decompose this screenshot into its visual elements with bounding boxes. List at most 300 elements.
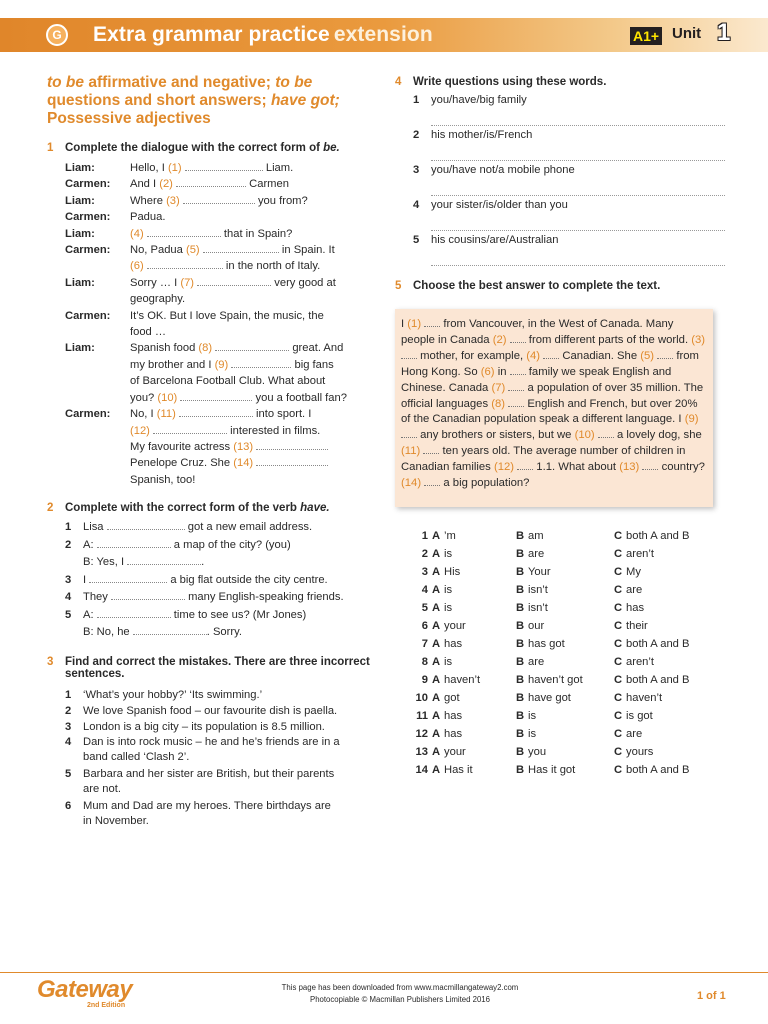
answer-gap[interactable]: [508, 398, 524, 407]
gap-number: (9): [684, 413, 699, 426]
instruction-text: Complete the dialogue with the correct form of: [65, 142, 324, 154]
gap-number: (9): [214, 358, 229, 371]
option-letter: B: [516, 638, 525, 650]
text-fragment: mother, for example,: [417, 349, 527, 362]
exercise-number: 2: [47, 502, 54, 515]
option-letter: C: [614, 710, 623, 722]
answer-number: 10: [415, 692, 428, 704]
speaker: Carmen:: [65, 211, 111, 224]
answer-row: [412, 599, 712, 617]
exercise-2-list: [65, 519, 372, 642]
item-number: 3: [65, 573, 72, 586]
list-item: [65, 719, 372, 735]
option-a[interactable]: your: [444, 746, 466, 758]
answer-gap[interactable]: [107, 520, 185, 530]
item-number: 1: [413, 94, 420, 106]
text-fragment: from Vancouver, in the West of Canada. Many people in Canada: [401, 318, 674, 346]
section-title-part: to be: [47, 74, 85, 91]
exercise-instruction: Write questions using these words.: [413, 76, 607, 88]
line-text: Carmen: [246, 178, 289, 191]
option-letter: A: [432, 638, 441, 650]
option-letter: C: [614, 728, 623, 740]
gap-number: (3): [691, 333, 706, 346]
option-b[interactable]: Has it got: [528, 764, 576, 776]
text-fragment: any brothers or sisters, but we: [417, 429, 575, 442]
answer-number: 13: [415, 746, 428, 758]
option-letter: A: [432, 620, 441, 632]
text-fragment: a lovely dog, she: [613, 429, 702, 442]
gap-number: (3): [166, 194, 180, 207]
instruction-text: have.: [300, 502, 330, 515]
question-item: [413, 129, 725, 164]
answer-gap[interactable]: [508, 382, 524, 391]
line-text: of Barcelona Football Club. What about: [130, 375, 326, 388]
footer-divider: [0, 972, 768, 973]
answer-gap[interactable]: [147, 259, 223, 269]
section-title-part: have got;: [270, 92, 340, 109]
option-c[interactable]: has: [626, 602, 645, 614]
footer-copyright: Photocopiable © Macmillan Publishers Limited 2016: [310, 995, 490, 1004]
gap-number: (10): [574, 429, 595, 442]
item-text: you/have/big family: [431, 94, 527, 106]
answer-gap[interactable]: [180, 391, 252, 401]
footer-download-note: This page has been downloaded from www.macmillangateway2.com: [281, 983, 519, 992]
option-b[interactable]: Your: [528, 566, 551, 578]
item-text: are not.: [83, 782, 121, 795]
option-a[interactable]: has: [444, 728, 463, 740]
exercise-2-heading: [47, 502, 372, 514]
gap-number: (6): [480, 365, 495, 378]
item-number: 1: [65, 521, 72, 534]
answer-number: 4: [421, 584, 428, 596]
speaker: Liam:: [65, 194, 95, 207]
answer-row: [412, 653, 712, 671]
speaker: Liam:: [65, 342, 95, 355]
option-a[interactable]: His: [444, 566, 461, 578]
answer-number: 14: [415, 764, 428, 776]
grammar-badge-icon: G: [46, 24, 68, 46]
option-letter: C: [614, 638, 623, 650]
option-a[interactable]: is: [444, 602, 453, 614]
option-c[interactable]: both A and B: [626, 530, 690, 542]
option-letter: A: [432, 584, 441, 596]
option-letter: C: [614, 602, 623, 614]
exercise-number: 5: [395, 280, 402, 292]
list-item: [65, 735, 372, 765]
answer-options-table: [412, 527, 712, 779]
gap-number: (1): [407, 318, 422, 330]
answer-line[interactable]: [431, 125, 725, 126]
option-b[interactable]: haven’t got: [528, 674, 583, 686]
line-text: into sport. I: [252, 408, 312, 421]
option-letter: A: [432, 566, 441, 578]
item-text: his mother/is/French: [431, 129, 533, 141]
item-number: 4: [65, 735, 72, 748]
item-text: a big flat outside the city centre.: [167, 573, 328, 586]
answer-row: [412, 617, 712, 635]
speaker: Carmen:: [65, 244, 111, 257]
answer-gap[interactable]: [97, 608, 171, 618]
dialogue-line: [65, 308, 372, 341]
option-letter: C: [614, 566, 623, 578]
footer-text: [240, 982, 560, 1006]
option-letter: B: [516, 584, 525, 596]
answer-gap[interactable]: [424, 318, 440, 327]
option-a[interactable]: has: [444, 638, 463, 650]
option-letter: B: [516, 548, 525, 560]
dialogue-line: [65, 226, 372, 242]
option-letter: C: [614, 692, 623, 704]
dialogue-line: [65, 275, 372, 308]
option-c[interactable]: haven’t: [626, 692, 663, 704]
line-text: that in Spain?: [220, 227, 293, 240]
option-letter: B: [516, 692, 525, 704]
answer-gap[interactable]: [424, 477, 440, 486]
list-item: [65, 607, 372, 642]
item-text: Mum and Dad are my heroes. There birthdays are: [83, 799, 331, 812]
dialogue-line: [65, 406, 372, 488]
answer-gap[interactable]: [111, 590, 185, 600]
line-text: you a football fan?: [252, 391, 347, 404]
option-c[interactable]: are: [626, 728, 643, 740]
item-text: band called ‘Clash 2’.: [83, 750, 190, 763]
option-a[interactable]: ’m: [444, 530, 456, 542]
answer-gap[interactable]: [89, 573, 167, 583]
option-letter: A: [432, 746, 441, 758]
answer-gap[interactable]: [517, 461, 533, 470]
option-a[interactable]: Has it: [444, 764, 473, 776]
speaker: Liam:: [65, 276, 95, 289]
list-item: [65, 589, 372, 607]
option-b[interactable]: are: [528, 656, 545, 668]
text-fragment: I: [401, 318, 408, 330]
gap-number: (11): [156, 408, 176, 421]
answer-gap[interactable]: [185, 161, 263, 171]
answer-row: [412, 545, 712, 563]
answer-number: 5: [421, 602, 428, 614]
answer-row: [412, 761, 712, 779]
speaker: Carmen:: [65, 178, 111, 191]
line-text: It’s OK. But I love Spain, the music, the: [130, 309, 324, 322]
item-text: you/have not/a mobile phone: [431, 164, 575, 176]
item-number: 5: [413, 234, 420, 246]
unit-label: Unit: [672, 25, 702, 42]
option-letter: A: [432, 674, 441, 686]
dialogue-line: [65, 209, 372, 225]
answer-row: [412, 707, 712, 725]
left-column: [47, 74, 372, 829]
text-fragment: 1.1. What about: [533, 461, 620, 474]
page-title: [93, 23, 433, 47]
exercise-5-heading: [395, 280, 725, 292]
option-letter: C: [614, 746, 623, 758]
answer-gap[interactable]: [231, 358, 291, 368]
item-text: Lisa: [83, 521, 107, 534]
item-number: 4: [413, 199, 420, 211]
line-text: Liam.: [262, 162, 294, 174]
section-title-part: to be: [275, 74, 313, 91]
option-b[interactable]: has got: [528, 638, 565, 650]
list-item: [65, 799, 372, 829]
answer-row: [412, 635, 712, 653]
dialogue-line: [65, 176, 372, 192]
gap-number: (14): [401, 477, 422, 490]
option-a[interactable]: is: [444, 584, 453, 596]
answer-number: 12: [415, 728, 428, 740]
item-number: 4: [65, 591, 72, 604]
answer-number: 2: [421, 548, 428, 560]
option-c[interactable]: aren’t: [626, 548, 654, 560]
answer-number: 9: [421, 674, 428, 686]
option-letter: B: [516, 602, 525, 614]
section-title-part: Possessive adjectives: [47, 110, 211, 127]
option-c[interactable]: My: [626, 566, 641, 578]
option-letter: B: [516, 656, 525, 668]
answer-line[interactable]: [431, 195, 725, 196]
answer-gap[interactable]: [153, 424, 227, 434]
level-badge: A1+: [630, 27, 662, 45]
section-title-part: affirmative and negative;: [84, 74, 276, 91]
answer-gap[interactable]: [127, 555, 201, 565]
answer-gap[interactable]: [657, 350, 673, 359]
answer-gap[interactable]: [97, 538, 171, 548]
option-a[interactable]: your: [444, 620, 466, 632]
option-b[interactable]: our: [528, 620, 545, 632]
gap-number: (1): [167, 162, 182, 174]
answer-gap[interactable]: [256, 456, 328, 466]
option-b[interactable]: you: [528, 746, 547, 758]
line-text: Hello, I: [130, 162, 168, 174]
list-item: [65, 687, 372, 703]
edition-label: 2nd Edition: [87, 1002, 126, 1009]
answer-gap[interactable]: [510, 334, 526, 343]
item-text: time to see us? (Mr Jones): [170, 608, 307, 621]
option-c[interactable]: yours: [626, 746, 654, 758]
text-fragment: ten years old. The average number of children in Canadian families: [401, 445, 686, 474]
answer-gap[interactable]: [401, 429, 417, 438]
item-number: 5: [65, 767, 72, 780]
line-text: you?: [130, 391, 158, 404]
option-c[interactable]: both A and B: [626, 764, 690, 776]
exercise-4-list: [413, 94, 725, 269]
answer-row: [412, 689, 712, 707]
item-text: London is a big city – its population is 8.5 million.: [83, 720, 325, 733]
answer-line[interactable]: [431, 230, 725, 231]
list-item: [65, 767, 372, 797]
item-text: his cousins/are/Australian: [431, 234, 559, 246]
option-c[interactable]: are: [626, 584, 643, 596]
option-letter: C: [614, 530, 623, 542]
answer-gap[interactable]: [197, 276, 271, 286]
answer-gap[interactable]: [179, 407, 253, 417]
option-letter: A: [432, 548, 441, 560]
dialogue-line: [65, 340, 372, 406]
item-number: 2: [413, 129, 420, 141]
option-letter: A: [432, 710, 441, 722]
dialogue: [65, 160, 372, 488]
option-letter: C: [614, 620, 623, 632]
text-fragment: Canadian. She: [559, 349, 641, 362]
list-item: [65, 519, 372, 537]
item-text: B: No, he: [83, 626, 133, 639]
question-item: [413, 164, 725, 199]
answer-gap[interactable]: [176, 177, 246, 187]
answer-number: 11: [416, 710, 428, 722]
gap-number: (13): [233, 440, 254, 453]
answer-number: 1: [421, 530, 428, 542]
item-text: in November.: [83, 814, 149, 827]
exercise-instruction: Choose the best answer to complete the text.: [413, 280, 661, 292]
option-b[interactable]: am: [528, 530, 544, 542]
exercise-number: 3: [47, 655, 54, 668]
gap-number: (5): [640, 349, 655, 362]
answer-line[interactable]: [431, 160, 725, 161]
gap-number: (8): [491, 397, 506, 410]
item-number: 1: [65, 688, 72, 701]
exercise-1-heading: [47, 142, 372, 154]
answer-gap[interactable]: [133, 625, 207, 635]
item-text: . Sorry.: [206, 626, 242, 639]
answer-line[interactable]: [431, 265, 725, 266]
answer-gap[interactable]: [423, 445, 439, 454]
answer-gap[interactable]: [401, 350, 417, 359]
answer-gap[interactable]: [510, 366, 526, 375]
answer-gap[interactable]: [183, 194, 255, 204]
title-extension: extension: [333, 23, 433, 46]
answer-row: [412, 563, 712, 581]
section-title: [47, 74, 372, 128]
line-text: No, Padua: [130, 244, 186, 257]
option-letter: C: [614, 674, 623, 686]
option-letter: B: [516, 620, 525, 632]
exercise-3-list: [65, 687, 372, 829]
line-text: geography.: [130, 293, 186, 306]
option-letter: A: [432, 530, 441, 542]
option-letter: B: [516, 728, 525, 740]
answer-gap[interactable]: [147, 227, 221, 237]
answer-gap[interactable]: [543, 350, 559, 359]
text-fragment: in: [494, 365, 510, 378]
option-c[interactable]: is got: [626, 710, 653, 722]
item-text: A:: [83, 608, 97, 621]
instruction-text: Complete with the correct form of the verb: [65, 502, 301, 515]
unit-number: 1: [717, 19, 731, 46]
text-fragment: family we speak English and Chinese. Canada: [401, 365, 672, 394]
line-text: very good at: [271, 276, 336, 289]
page-number: 1 of 1: [697, 990, 726, 1002]
speaker: Liam:: [65, 227, 95, 240]
answer-number: 6: [421, 620, 428, 632]
speaker: Carmen:: [65, 309, 111, 322]
line-text: interested in films.: [227, 424, 321, 437]
option-letter: B: [516, 710, 525, 722]
option-letter: B: [516, 566, 525, 578]
right-column: [395, 74, 725, 292]
answer-row: [412, 581, 712, 599]
gap-number: (13): [619, 461, 640, 474]
item-text: They: [83, 591, 111, 604]
answer-gap[interactable]: [203, 243, 279, 253]
item-text: Barbara and her sister are British, but their parents: [83, 767, 335, 780]
answer-gap[interactable]: [215, 341, 289, 351]
reading-text-box: [395, 309, 713, 507]
option-c[interactable]: aren’t: [626, 656, 654, 668]
option-b[interactable]: isn’t: [528, 584, 548, 596]
option-c[interactable]: their: [626, 620, 648, 632]
line-text: Padua.: [130, 211, 166, 224]
exercise-number: 1: [47, 142, 54, 154]
item-text: We love Spanish food – our favourite dish is paella.: [83, 704, 338, 717]
gap-number: (11): [401, 445, 421, 458]
gap-number: (5): [185, 244, 200, 257]
line-text: Penelope Cruz. She: [130, 457, 234, 470]
answer-row: [412, 743, 712, 761]
text-fragment: country?: [658, 461, 705, 474]
option-a[interactable]: got: [444, 692, 460, 704]
option-letter: B: [516, 674, 525, 686]
gap-number: (2): [159, 178, 173, 191]
option-letter: A: [432, 656, 441, 668]
item-text: your sister/is/older than you: [431, 199, 568, 211]
option-a[interactable]: is: [444, 656, 453, 668]
answer-row: [412, 671, 712, 689]
dialogue-line: [65, 242, 372, 275]
gap-number: (12): [130, 424, 150, 437]
question-item: [413, 199, 725, 234]
list-item: [65, 703, 372, 719]
line-text: in the north of Italy.: [222, 260, 321, 273]
line-text: great. And: [289, 342, 344, 355]
option-b[interactable]: is: [528, 728, 537, 740]
option-b[interactable]: isn’t: [528, 602, 548, 614]
option-letter: B: [516, 530, 525, 542]
dialogue-line: [65, 193, 372, 209]
line-text: Spanish food: [130, 342, 199, 355]
section-title-part: questions and short answers;: [47, 92, 271, 109]
gateway-logo: Gateway: [37, 976, 133, 1003]
text-fragment: from different parts of the world.: [525, 333, 692, 346]
option-a[interactable]: is: [444, 548, 453, 560]
list-item: [65, 572, 372, 590]
line-text: in Spain. It: [278, 244, 335, 257]
question-item: [413, 94, 725, 129]
option-b[interactable]: have got: [528, 692, 571, 704]
item-text: many English-speaking friends.: [184, 591, 344, 604]
option-letter: B: [516, 764, 525, 776]
text-fragment: a population of over 35 million. The official languages: [401, 381, 704, 410]
answer-gap[interactable]: [642, 461, 658, 470]
option-a[interactable]: has: [444, 710, 463, 722]
answer-gap[interactable]: [598, 429, 614, 438]
option-c[interactable]: both A and B: [626, 674, 690, 686]
option-letter: A: [432, 728, 441, 740]
item-text: .: [201, 556, 205, 569]
option-a[interactable]: haven’t: [444, 674, 481, 686]
option-letter: B: [516, 746, 525, 758]
answer-number: 3: [421, 566, 428, 578]
line-text: And I: [130, 178, 160, 191]
answer-gap[interactable]: [256, 440, 328, 450]
option-b[interactable]: are: [528, 548, 545, 560]
option-letter: A: [432, 692, 441, 704]
item-number: 2: [65, 538, 72, 551]
option-b[interactable]: is: [528, 710, 537, 722]
line-text: big fans: [291, 358, 334, 371]
exercise-instruction: [65, 502, 372, 514]
option-c[interactable]: both A and B: [626, 638, 690, 650]
question-item: [413, 234, 725, 269]
item-text: Dan is into rock music – he and he’s friends are in a: [83, 735, 340, 748]
